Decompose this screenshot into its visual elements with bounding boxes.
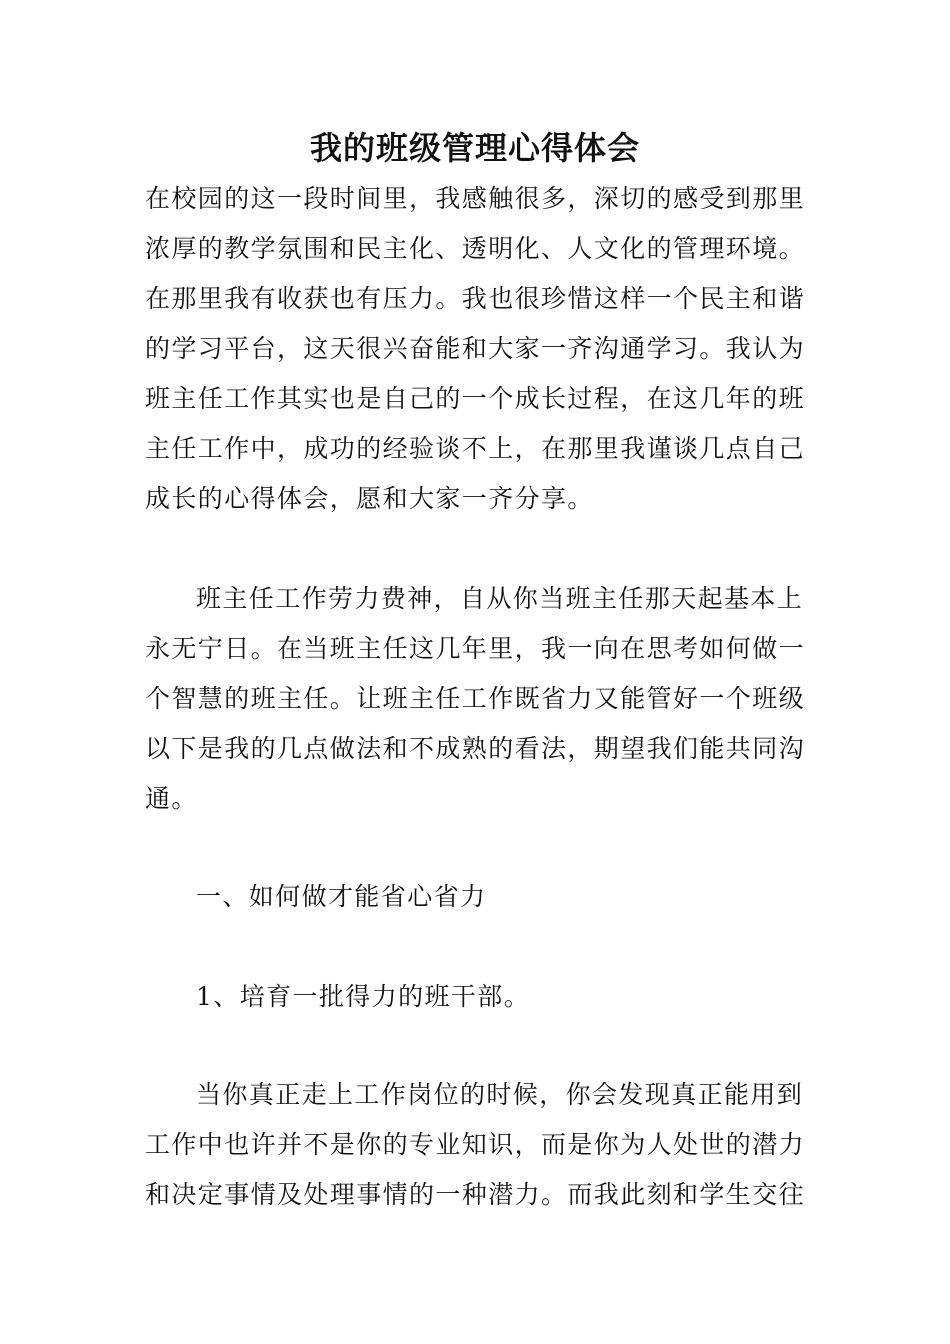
subsection-heading-1: 1、培育一批得力的班干部。 — [196, 982, 531, 1011]
paragraph-1-line-5: 班主任工作其实也是自己的一个成长过程，在这几年的班 — [145, 384, 806, 413]
paragraph-1-line-1: 在校园的这一段时间里，我感触很多，深切的感受到那里 — [145, 184, 806, 213]
paragraph-1-line-6: 主任工作中，成功的经验谈不上，在那里我谨谈几点自己 — [145, 434, 806, 463]
paragraph-2-line-4: 以下是我的几点做法和不成熟的看法，期望我们能共同沟 — [145, 734, 806, 763]
paragraph-3-line-1: 当你真正走上工作岗位的时候，你会发现真正能用到 — [196, 1080, 804, 1109]
paragraph-2-line-2: 永无宁日。在当班主任这几年里，我一向在思考如何做一 — [145, 634, 806, 663]
paragraph-2-line-5: 通。 — [145, 784, 198, 813]
section-heading-1: 一、如何做才能省心省力 — [196, 882, 487, 911]
paragraph-1-line-3: 在那里我有收获也有压力。我也很珍惜这样一个民主和谐 — [145, 284, 806, 313]
document-title: 我的班级管理心得体会 — [309, 129, 640, 167]
paragraph-1-line-7: 成长的心得体会，愿和大家一齐分享。 — [145, 484, 594, 513]
paragraph-3-line-2: 工作中也许并不是你的专业知识，而是你为人处世的潜力 — [145, 1130, 806, 1159]
paragraph-2-line-3: 个智慧的班主任。让班主任工作既省力又能管好一个班级 — [145, 684, 806, 713]
paragraph-2-line-1: 班主任工作劳力费神，自从你当班主任那天起基本上 — [196, 584, 804, 613]
paragraph-3-line-3: 和决定事情及处理事情的一种潜力。而我此刻和学生交往 — [145, 1180, 806, 1209]
paragraph-1-line-4: 的学习平台，这天很兴奋能和大家一齐沟通学习。我认为 — [145, 334, 806, 363]
paragraph-1-line-2: 浓厚的教学氛围和民主化、透明化、人文化的管理环境。 — [145, 234, 806, 263]
